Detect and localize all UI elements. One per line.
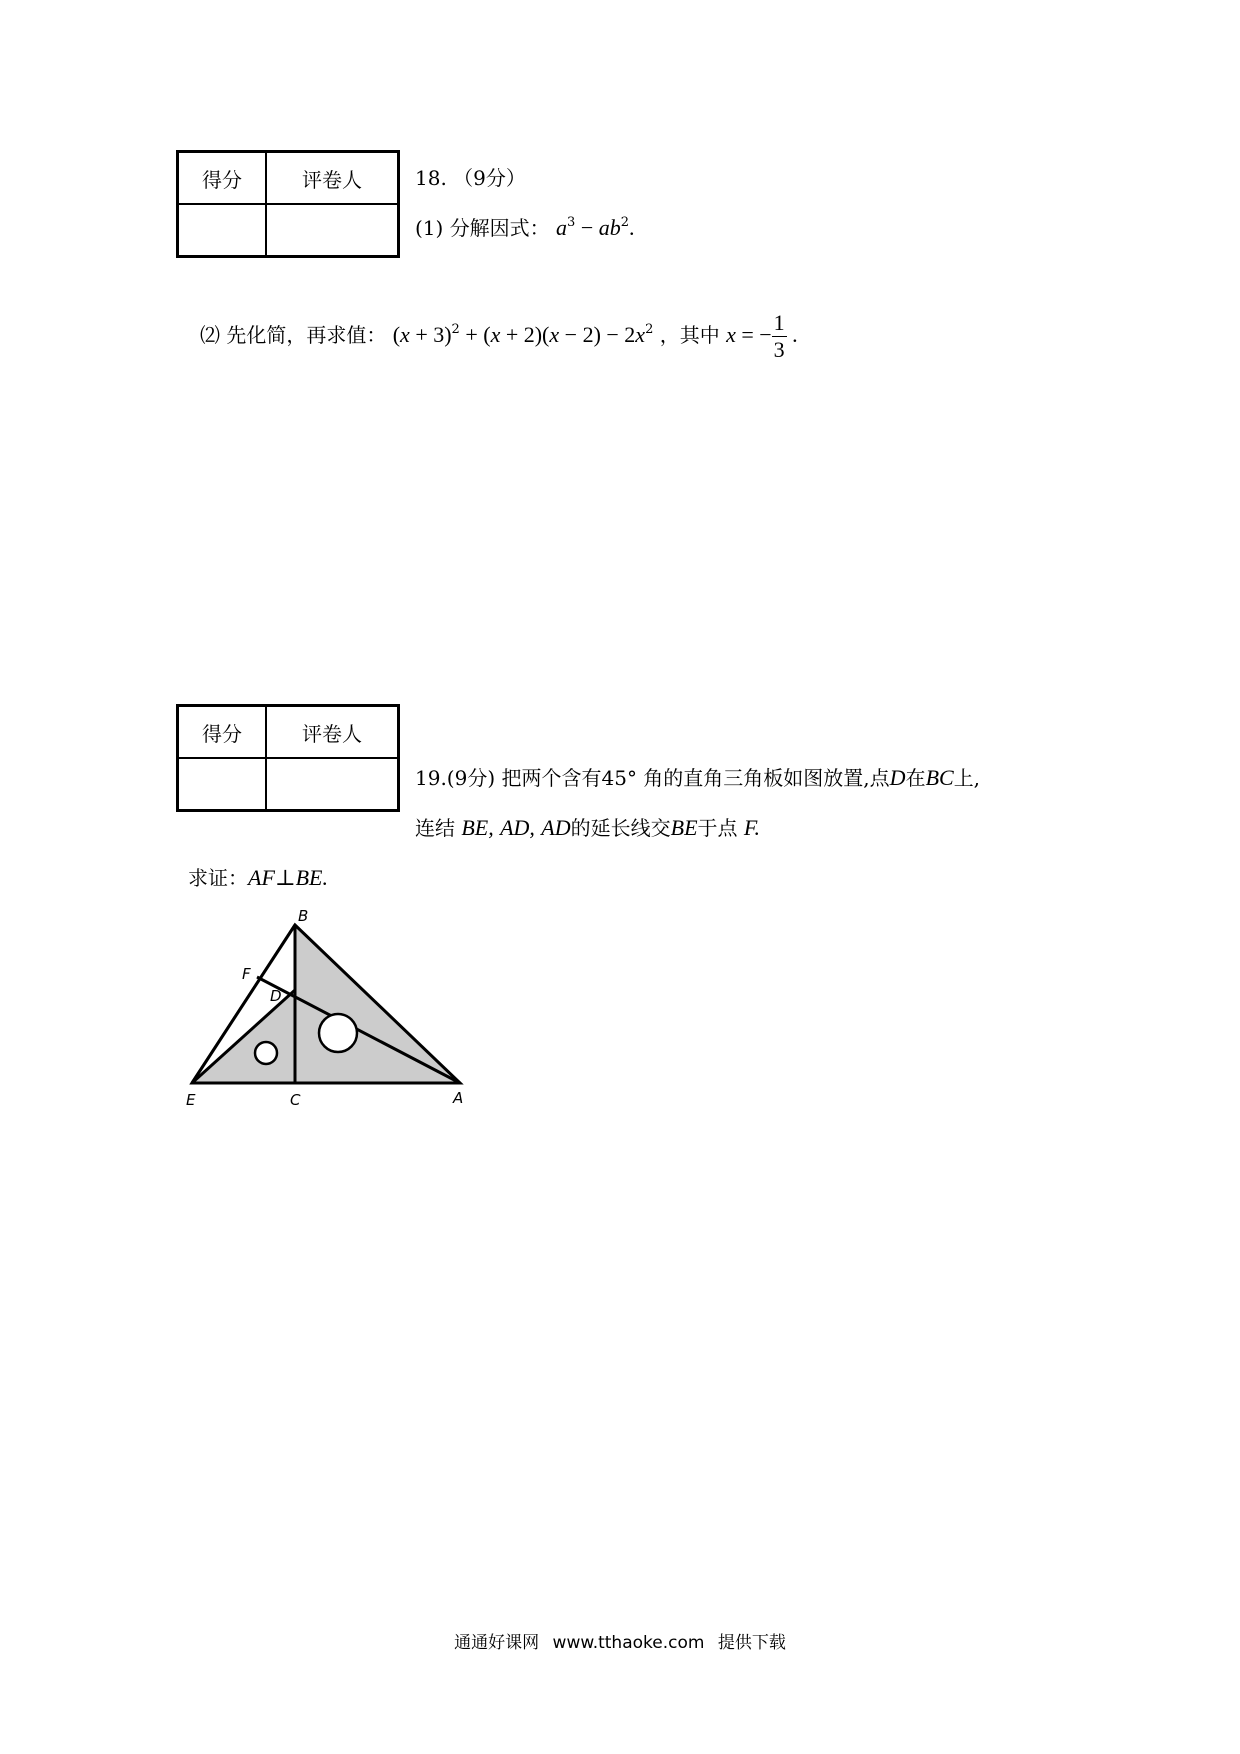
geometry-figure (180, 905, 480, 1125)
footer-site-name: 通通好课网 (454, 1633, 540, 1653)
q19-text: 在 (905, 766, 926, 790)
score-table-19 (176, 704, 400, 812)
hole-small (255, 1042, 277, 1064)
label-f: F (242, 965, 251, 983)
q19-prove (188, 862, 328, 891)
score-header: 得分 (178, 706, 267, 759)
q18-part1-expression: $a^3 - ab^2$. (556, 215, 635, 240)
prove-label: 求证： (188, 866, 248, 890)
q19-text: 19.(9分) 把两个含有45° 角的直角三角板如图放置,点 (415, 766, 890, 790)
grader-header: 评卷人 (266, 152, 399, 205)
q18-part1 (415, 212, 635, 241)
q18-header: 18. （9分） (415, 166, 526, 190)
score-cell[interactable] (178, 758, 267, 811)
page-footer (0, 1628, 1240, 1653)
grader-cell[interactable] (266, 758, 399, 811)
score-cell[interactable] (178, 204, 267, 257)
score-header: 得分 (178, 152, 267, 205)
q18-part2-expression: $(x + 3)^2 + (x + 2)(x - 2) - 2x^2$ (392, 322, 654, 347)
q19-text: 连结 (415, 816, 455, 840)
point-d: D (889, 765, 906, 790)
label-e: E (186, 1091, 196, 1109)
fraction: $\frac{1}{3}$ (773, 310, 785, 362)
score-table-18 (176, 150, 400, 258)
q18-part1-label: (1) 分解因式： (415, 216, 550, 240)
segment-be: BE (670, 815, 698, 840)
label-b: B (298, 907, 309, 925)
segment-be: BE, (461, 815, 494, 840)
q19-text: 上, (953, 766, 981, 790)
q18-part2-condition: ，其中 (659, 323, 720, 347)
q18-part2-value: x = − $\frac{1}{3}$ . (726, 310, 798, 362)
q19-line2 (415, 812, 760, 841)
point-f: F. (743, 815, 760, 840)
segment-ad: AD, (500, 815, 535, 840)
label-d: D (270, 987, 282, 1005)
grader-cell[interactable] (266, 204, 399, 257)
grader-header: 评卷人 (266, 706, 399, 759)
hole-large (319, 1014, 357, 1052)
prove-statement: AF⊥BE. (248, 865, 328, 890)
label-a: A (453, 1089, 464, 1107)
segment-ad: AD (541, 815, 571, 840)
q19-text: 于点 (697, 816, 738, 840)
q18-part2 (200, 310, 798, 363)
q19-line1 (415, 762, 980, 791)
label-c: C (290, 1091, 301, 1109)
segment-bc: BC (925, 765, 954, 790)
footer-url[interactable]: www.tthaoke.com (552, 1633, 705, 1653)
q19-text: 的延长线交 (570, 816, 671, 840)
q18-part2-label: ⑵ 先化简，再求值： (200, 323, 387, 347)
triangle-bea-fill (192, 925, 460, 1083)
footer-action: 提供下载 (717, 1633, 786, 1653)
